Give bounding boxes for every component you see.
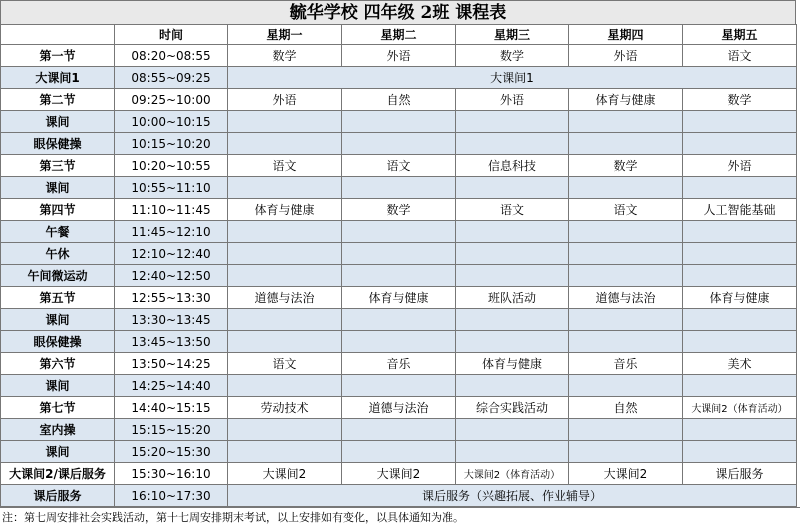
period-time: 13:50~14:25 (115, 353, 228, 375)
period-time: 15:15~15:20 (115, 419, 228, 441)
period-label: 眼保健操 (1, 133, 115, 155)
subject-cell: 大课间2 (342, 463, 456, 485)
period-label: 课间 (1, 309, 115, 331)
subject-cell: 外语 (228, 89, 342, 111)
subject-cell: 数学 (228, 45, 342, 67)
subject-cell: 大课间2 (569, 463, 683, 485)
period-time: 15:30~16:10 (115, 463, 228, 485)
subject-cell (228, 441, 342, 463)
subject-cell (342, 309, 456, 331)
subject-cell: 外语 (456, 89, 569, 111)
table-row (1, 45, 797, 67)
period-time: 09:25~10:00 (115, 89, 228, 111)
subject-cell (683, 375, 797, 397)
subject-cell: 语文 (228, 353, 342, 375)
table-row (1, 419, 797, 441)
subject-cell (683, 309, 797, 331)
subject-cell (683, 177, 797, 199)
subject-cell: 信息科技 (456, 155, 569, 177)
subject-cell: 综合实践活动 (456, 397, 569, 419)
subject-cell: 语文 (569, 199, 683, 221)
table-row (1, 331, 797, 353)
subject-cell: 体育与健康 (456, 353, 569, 375)
table-row (1, 441, 797, 463)
header-cell-time: 时间 (115, 25, 228, 45)
period-label: 第六节 (1, 353, 115, 375)
period-time: 14:25~14:40 (115, 375, 228, 397)
subject-cell (342, 375, 456, 397)
table-row (1, 243, 797, 265)
period-label: 第三节 (1, 155, 115, 177)
period-time: 11:10~11:45 (115, 199, 228, 221)
subject-cell: 语文 (456, 199, 569, 221)
subject-cell: 体育与健康 (228, 199, 342, 221)
subject-cell (456, 243, 569, 265)
period-time: 08:55~09:25 (115, 67, 228, 89)
subject-cell (569, 375, 683, 397)
subject-cell (342, 221, 456, 243)
timetable-title: 毓华学校 四年级 2班 课程表 (0, 0, 796, 24)
subject-cell: 外语 (683, 155, 797, 177)
table-row (1, 287, 797, 309)
subject-cell: 劳动技术 (228, 397, 342, 419)
period-time: 14:40~15:15 (115, 397, 228, 419)
subject-cell: 音乐 (342, 353, 456, 375)
subject-cell: 语文 (228, 155, 342, 177)
subject-cell (228, 309, 342, 331)
subject-cell: 语文 (342, 155, 456, 177)
subject-cell: 自然 (342, 89, 456, 111)
header-cell-friday: 星期五 (683, 25, 797, 45)
period-time: 10:00~10:15 (115, 111, 228, 133)
subject-cell: 体育与健康 (683, 287, 797, 309)
period-time: 13:45~13:50 (115, 331, 228, 353)
period-label: 大课间2/课后服务 (1, 463, 115, 485)
subject-cell (683, 111, 797, 133)
period-time: 11:45~12:10 (115, 221, 228, 243)
header-row (1, 25, 797, 45)
subject-cell (228, 419, 342, 441)
period-label: 第一节 (1, 45, 115, 67)
subject-cell: 美术 (683, 353, 797, 375)
period-time: 12:55~13:30 (115, 287, 228, 309)
subject-cell (228, 265, 342, 287)
subject-cell (342, 419, 456, 441)
merged-activity-cell: 课后服务（兴趣拓展、作业辅导） (228, 485, 797, 507)
period-time: 08:20~08:55 (115, 45, 228, 67)
subject-cell (456, 111, 569, 133)
subject-cell (683, 265, 797, 287)
subject-cell: 班队活动 (456, 287, 569, 309)
subject-cell (683, 419, 797, 441)
table-row (1, 111, 797, 133)
timetable (0, 24, 797, 507)
subject-cell: 大课间2（体育活动） (683, 397, 797, 419)
subject-cell (456, 265, 569, 287)
subject-cell: 外语 (569, 45, 683, 67)
subject-cell (683, 133, 797, 155)
header-cell-wednesday: 星期三 (456, 25, 569, 45)
subject-cell (228, 243, 342, 265)
subject-cell: 音乐 (569, 353, 683, 375)
merged-activity-cell: 大课间1 (228, 67, 797, 89)
period-label: 午餐 (1, 221, 115, 243)
subject-cell (456, 309, 569, 331)
subject-cell (228, 331, 342, 353)
table-row (1, 155, 797, 177)
period-label: 课间 (1, 375, 115, 397)
period-label: 课间 (1, 177, 115, 199)
subject-cell: 语文 (683, 45, 797, 67)
subject-cell (683, 243, 797, 265)
subject-cell (456, 221, 569, 243)
subject-cell (569, 111, 683, 133)
subject-cell: 大课间2（体育活动） (456, 463, 569, 485)
period-label: 眼保健操 (1, 331, 115, 353)
table-row (1, 221, 797, 243)
period-label: 大课间1 (1, 67, 115, 89)
period-label: 课间 (1, 111, 115, 133)
subject-cell (342, 441, 456, 463)
subject-cell (342, 111, 456, 133)
subject-cell (228, 111, 342, 133)
period-time: 12:10~12:40 (115, 243, 228, 265)
period-label: 第五节 (1, 287, 115, 309)
header-cell-tuesday: 星期二 (342, 25, 456, 45)
subject-cell (456, 441, 569, 463)
table-row (1, 177, 797, 199)
subject-cell (569, 243, 683, 265)
subject-cell (569, 265, 683, 287)
subject-cell: 自然 (569, 397, 683, 419)
subject-cell: 外语 (342, 45, 456, 67)
table-row (1, 309, 797, 331)
table-row (1, 133, 797, 155)
table-row (1, 353, 797, 375)
subject-cell (228, 177, 342, 199)
period-label: 课间 (1, 441, 115, 463)
table-row (1, 67, 797, 89)
subject-cell: 人工智能基础 (683, 199, 797, 221)
subject-cell (569, 331, 683, 353)
subject-cell (342, 177, 456, 199)
header-cell-monday: 星期一 (228, 25, 342, 45)
subject-cell: 数学 (569, 155, 683, 177)
period-label: 第二节 (1, 89, 115, 111)
subject-cell: 道德与法治 (569, 287, 683, 309)
subject-cell: 课后服务 (683, 463, 797, 485)
subject-cell (228, 133, 342, 155)
period-label: 午休 (1, 243, 115, 265)
header-cell-blank (1, 25, 115, 45)
subject-cell (569, 419, 683, 441)
timetable-body (1, 45, 797, 507)
subject-cell (569, 177, 683, 199)
period-label: 午间微运动 (1, 265, 115, 287)
subject-cell (342, 243, 456, 265)
header-cell-thursday: 星期四 (569, 25, 683, 45)
footnote: 注：第七周安排社会实践活动，第十七周安排期末考试，以上安排如有变化，以具体通知为准。 (0, 507, 800, 526)
period-time: 13:30~13:45 (115, 309, 228, 331)
subject-cell (456, 133, 569, 155)
table-row (1, 265, 797, 287)
subject-cell (342, 133, 456, 155)
period-label: 第七节 (1, 397, 115, 419)
subject-cell: 数学 (683, 89, 797, 111)
period-time: 12:40~12:50 (115, 265, 228, 287)
subject-cell (683, 331, 797, 353)
period-time: 15:20~15:30 (115, 441, 228, 463)
subject-cell (342, 265, 456, 287)
period-label: 室内操 (1, 419, 115, 441)
period-time: 10:15~10:20 (115, 133, 228, 155)
period-label: 课后服务 (1, 485, 115, 507)
subject-cell: 体育与健康 (569, 89, 683, 111)
subject-cell (456, 331, 569, 353)
subject-cell (456, 419, 569, 441)
subject-cell (683, 441, 797, 463)
subject-cell: 道德与法治 (342, 397, 456, 419)
subject-cell (342, 331, 456, 353)
subject-cell: 数学 (456, 45, 569, 67)
subject-cell (228, 375, 342, 397)
subject-cell: 大课间2 (228, 463, 342, 485)
period-label: 第四节 (1, 199, 115, 221)
table-row (1, 199, 797, 221)
subject-cell (228, 221, 342, 243)
subject-cell (456, 375, 569, 397)
subject-cell (569, 133, 683, 155)
subject-cell (569, 309, 683, 331)
table-row (1, 485, 797, 507)
table-row (1, 89, 797, 111)
table-row (1, 463, 797, 485)
subject-cell (569, 441, 683, 463)
subject-cell: 数学 (342, 199, 456, 221)
subject-cell: 道德与法治 (228, 287, 342, 309)
period-time: 10:20~10:55 (115, 155, 228, 177)
subject-cell (569, 221, 683, 243)
period-time: 16:10~17:30 (115, 485, 228, 507)
subject-cell: 体育与健康 (342, 287, 456, 309)
subject-cell (456, 177, 569, 199)
table-row (1, 397, 797, 419)
period-time: 10:55~11:10 (115, 177, 228, 199)
subject-cell (683, 221, 797, 243)
table-row (1, 375, 797, 397)
